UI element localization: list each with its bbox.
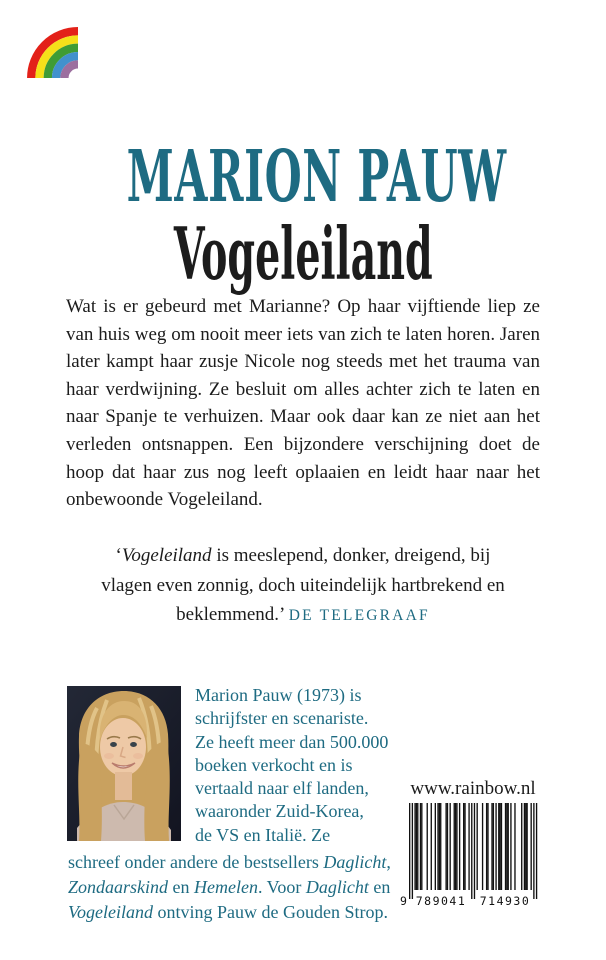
- text-line: Ze heeft meer dan 500.000: [195, 731, 389, 752]
- left-eye: [110, 742, 117, 747]
- text-line: Zondaarskind en Hemelen. Voor Daglicht en: [68, 877, 391, 898]
- neck: [115, 772, 132, 800]
- text-line: ‘Vogeleiland is meeslepend, donker, dreigend, bij: [115, 545, 491, 566]
- bio-text-beside-photo: [195, 684, 388, 847]
- author-bio-section: [67, 686, 399, 925]
- text-line: beklemmend.’ DE TELEGRAAF: [176, 604, 430, 625]
- svg-text:9: 9: [400, 894, 409, 908]
- svg-text:714930: 714930: [479, 894, 531, 908]
- publisher-block: [398, 778, 548, 909]
- hair-strand-right: [144, 742, 169, 841]
- text-line: vertaald naar elf landen,: [195, 778, 369, 799]
- text-line: van huis weg om nooit meer iets van zich te laten horen. Jaren: [66, 323, 540, 345]
- svg-text:789041: 789041: [415, 894, 467, 908]
- text-line: schrijfster en scenariste.: [195, 708, 369, 729]
- hair-strand-left: [78, 744, 102, 841]
- book-title-heading: [0, 211, 606, 296]
- barcode: [398, 803, 538, 909]
- rainbow-band-purple: [64, 64, 78, 78]
- text-line: vlagen even zonnig, doch uiteindelijk hartbrekend en: [101, 574, 505, 596]
- cheek-left: [104, 753, 114, 759]
- text-line: de VS en Italië. Ze: [195, 824, 331, 845]
- author-name-heading: [0, 134, 606, 218]
- text-line: boeken verkocht en is: [195, 754, 353, 775]
- publisher-website: www.rainbow.nl: [410, 778, 536, 799]
- text-line: verleden ontsnappen. Een bijzondere verschijning doet de: [66, 433, 540, 455]
- text-line: onbewoonde Vogeleiland.: [66, 489, 263, 511]
- cheek-right: [133, 753, 143, 759]
- bio-row: [67, 686, 399, 847]
- author-name: MARION PAUW: [126, 134, 507, 218]
- bio-text-below-photo: [68, 850, 399, 925]
- text-line: Wat is er gebeurd met Marianne? Op haar vijftiende liep ze: [66, 296, 540, 317]
- text-line: naar Spanje te verhuizen. Maar ook daar kan ze niet aan het: [66, 406, 540, 428]
- text-line: Marion Pauw (1973) is: [195, 685, 362, 705]
- text-line: haar verdwijning. Ze besluit om alles achter zich te laten en: [66, 378, 540, 400]
- text-line: later kampt haar zusje Nicole nog steeds met het trauma van: [66, 351, 540, 373]
- author-photo: [67, 686, 181, 841]
- text-line: schreef onder andere de bestsellers Daglicht,: [68, 852, 391, 873]
- book-title: Vogeleiland: [173, 211, 433, 296]
- right-eye: [130, 742, 137, 747]
- synopsis-text: [66, 293, 540, 514]
- text-line: waaronder Zuid-Korea,: [195, 801, 364, 822]
- text-line: hoop dat haar zus nog leeft oplaaien en leidt haar naar het: [66, 461, 540, 483]
- rainbow-logo-icon: [27, 23, 78, 78]
- text-line: Vogeleiland ontving Pauw de Gouden Strop.: [68, 902, 388, 923]
- press-quote: [63, 541, 543, 631]
